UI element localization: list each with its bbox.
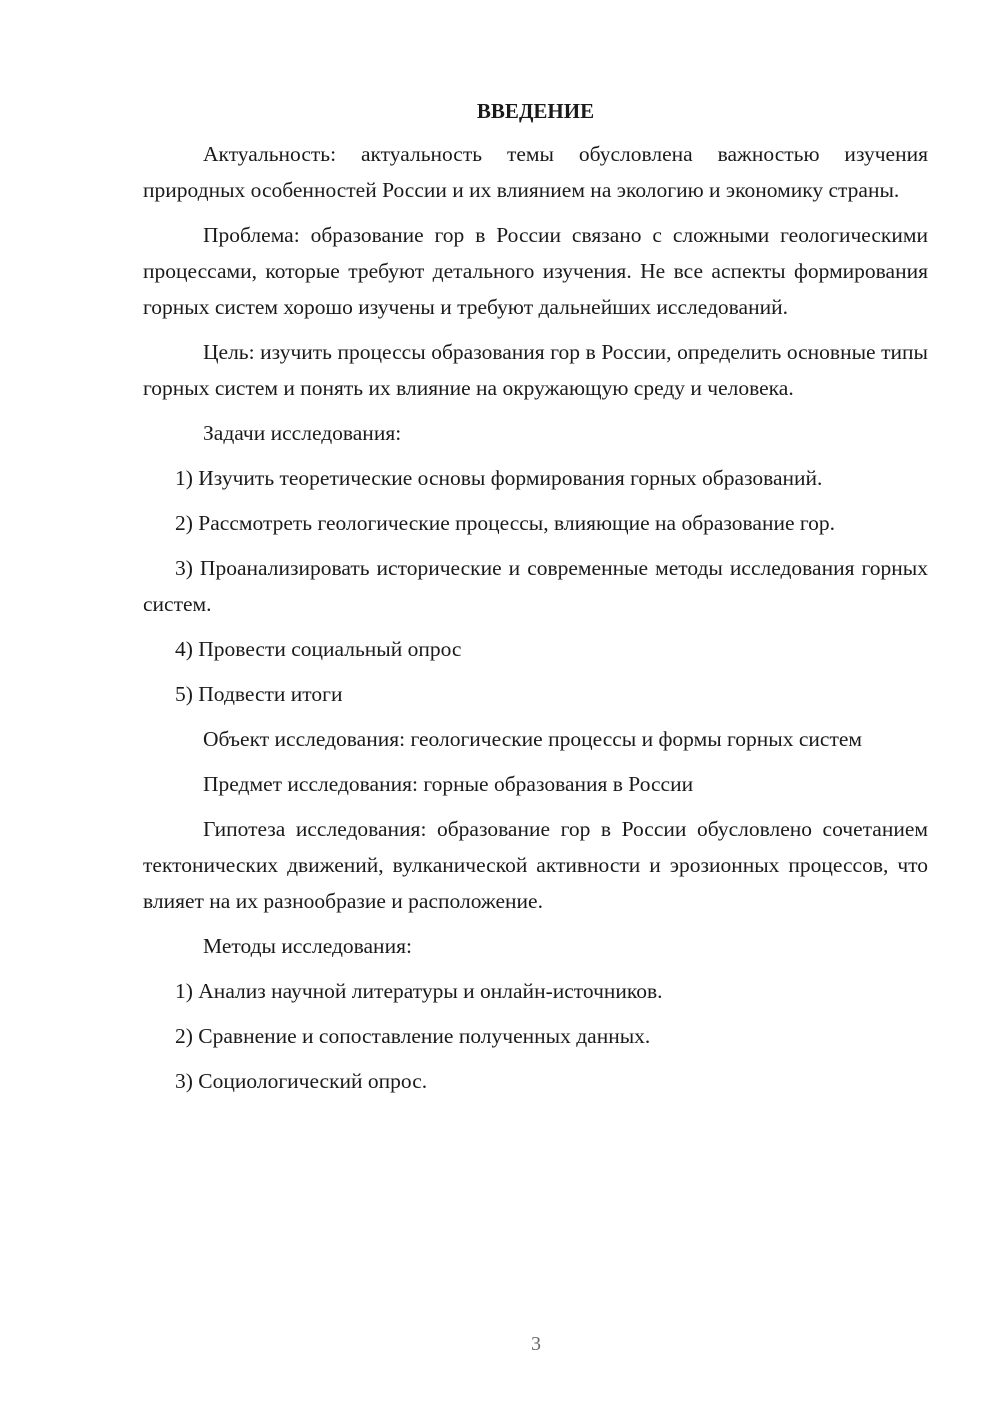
task-item: 5) Подвести итоги: [175, 682, 343, 706]
hypothesis-paragraph: Гипотеза исследования: образование гор в России обусловлено сочетанием тектонических движений, вулканической активности и эрозионных процессов, что влияет на их разнообразие и расположение.: [143, 817, 928, 913]
method-item: 3) Социологический опрос.: [175, 1069, 428, 1093]
method-item: 1) Анализ научной литературы и онлайн-источников.: [175, 979, 663, 1003]
task-item: 2) Рассмотреть геологические процессы, влияющие на образование гор.: [175, 511, 836, 535]
task-item: 1) Изучить теоретические основы формирования горных образований.: [175, 466, 823, 490]
task-item: 3) Проанализировать исторические и современные методы исследования горных систем.: [143, 556, 928, 616]
methods-heading: Методы исследования:: [203, 934, 412, 958]
tasks-heading: Задачи исследования:: [203, 421, 402, 445]
subject-paragraph: Предмет исследования: горные образования в России: [203, 772, 694, 796]
page-number: 3: [531, 1333, 541, 1355]
page-title: ВВЕДЕНИЕ: [476, 99, 595, 123]
task-item: 4) Провести социальный опрос: [175, 637, 462, 661]
method-item: 2) Сравнение и сопоставление полученных данных.: [175, 1024, 651, 1048]
relevance-paragraph: Актуальность: актуальность темы обусловлена важностью изучения природных особенностей России и их влиянием на экологию и экономику страны.: [143, 142, 928, 202]
document-page: [143, 95, 928, 1108]
object-paragraph: Объект исследования: геологические процессы и формы горных систем: [203, 727, 863, 751]
goal-paragraph: Цель: изучить процессы образования гор в России, определить основные типы горных систем и понять их влияние на окружающую среду и человека.: [143, 340, 928, 400]
problem-paragraph: Проблема: образование гор в России связано с сложными геологическими процессами, которые требуют детального изучения. Не все аспекты формирования горных систем хорошо изучены и требуют дальнейших исследований.: [143, 223, 928, 319]
